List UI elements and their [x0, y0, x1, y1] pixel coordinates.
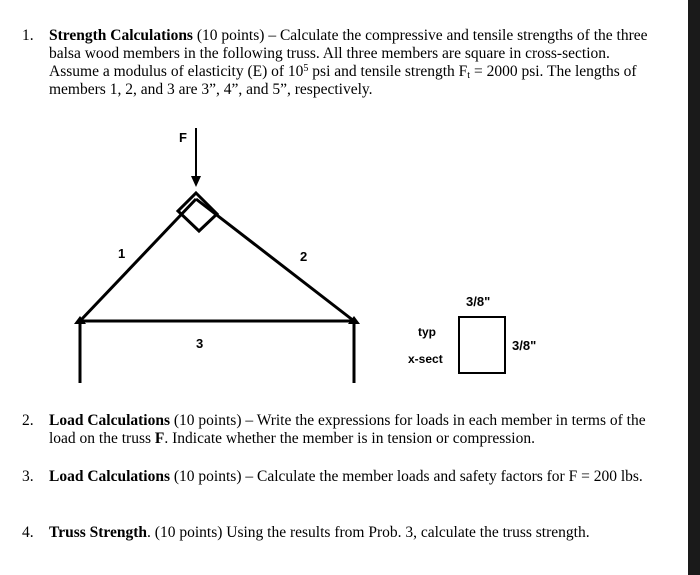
member-2-label: 2 [300, 249, 308, 264]
section-side-dimension: 3/8" [512, 338, 537, 353]
member-1-label: 1 [118, 246, 126, 261]
problem-3 [22, 468, 658, 486]
problem-points: (10 points) [154, 524, 223, 541]
window-edge [688, 0, 700, 575]
load-variable: F [154, 430, 165, 447]
problem-body-a: – Calculate the member loads and safety factors for F = 200 lbs. [241, 468, 643, 485]
section-label-typ: typ [418, 325, 436, 339]
member-2 [196, 199, 354, 321]
truss-diagram [60, 120, 610, 390]
section-label-xsect: x-sect [408, 352, 443, 366]
problem-title: Truss Strength [49, 524, 148, 541]
problem-number: 2. [22, 412, 34, 429]
problem-number: 1. [22, 27, 34, 44]
problem-body-b: psi and tensile strength F [308, 63, 468, 80]
problem-1 [22, 27, 658, 99]
problem-body-a: Using the results from Prob. 3, calculate the truss strength. [222, 524, 590, 541]
problem-text: Truss Strength. (10 points) Using the results from Prob. 3, calculate the truss strength. [49, 524, 590, 541]
load-label: F [179, 130, 187, 145]
exponent: 5 [303, 63, 309, 74]
problem-title: Load Calculations [49, 468, 171, 485]
problem-points: (10 points) [173, 468, 242, 485]
subscript: t [467, 70, 471, 81]
member-3-label: 3 [196, 336, 204, 351]
problem-title: Load Calculations [49, 412, 171, 429]
problem-body-a: – Calculate the compressive and tensile strengths of the three balsa wood members in the following truss. All three members are square in cross-section. Assume a modulus of elasticity (E) of 10 [49, 27, 648, 80]
problem-number: 3. [22, 468, 34, 485]
cross-section-square [459, 317, 505, 373]
problem-body-a: – Write the expressions for loads in each member in terms of the load on the truss [49, 412, 646, 447]
problem-text [49, 27, 658, 99]
problem-body-b: . Indicate whether the member is in tension or compression. [164, 430, 535, 447]
load-arrowhead [191, 176, 201, 187]
problem-4 [22, 524, 658, 542]
problem-body-c: = 2000 psi. The lengths of members 1, 2, and 3 are 3”, 4”, and 5”, respectively. [49, 63, 637, 98]
section-top-dimension: 3/8" [466, 294, 491, 309]
problem-number: 4. [22, 524, 34, 541]
problem-text [49, 468, 658, 486]
problem-points: (10 points) [196, 27, 265, 44]
problem-points: (10 points) [173, 412, 242, 429]
problem-text [49, 412, 658, 448]
member-1 [80, 199, 196, 321]
problem-title: Strength Calculations [49, 27, 193, 44]
problem-2 [22, 412, 658, 448]
